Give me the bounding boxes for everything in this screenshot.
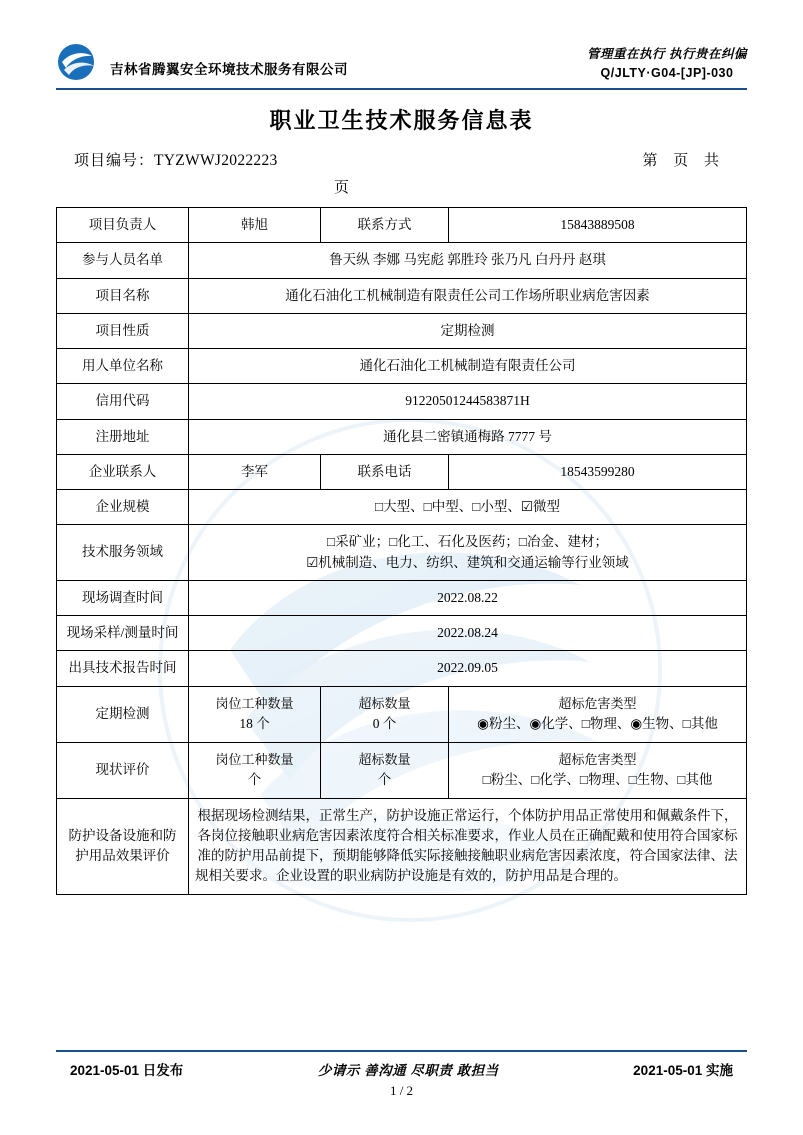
checkbox-empty-icon[interactable]: □ bbox=[423, 499, 432, 514]
checkbox-empty-icon[interactable]: □ bbox=[628, 772, 637, 788]
table-row bbox=[57, 525, 747, 581]
current-posts-value: 个 bbox=[247, 771, 262, 787]
project-name-value: 通化石油化工机械制造有限责任公司工作场所职业病危害因素 bbox=[189, 278, 747, 313]
current-hazard-option-label-4: 其他 bbox=[685, 772, 713, 788]
service-field-1-option-0[interactable] bbox=[327, 534, 389, 549]
manager-label: 项目负责人 bbox=[57, 208, 189, 243]
manager-value: 韩旭 bbox=[189, 208, 321, 243]
header-left bbox=[56, 42, 348, 82]
periodic-hazard-option-label-4: 其他 bbox=[690, 716, 718, 731]
current-exceed bbox=[321, 742, 449, 798]
service-field-1-option-label-0: 采矿业； bbox=[335, 534, 390, 550]
checkbox-empty-icon[interactable]: □ bbox=[682, 716, 691, 731]
scale-options: □大型、□中型、□小型、☑微型 bbox=[189, 490, 747, 525]
current-hazard-option-4[interactable] bbox=[677, 772, 712, 787]
document-header bbox=[56, 0, 747, 82]
header-divider bbox=[56, 88, 747, 90]
periodic-exceed-head: 超标数量 bbox=[358, 696, 411, 712]
sampling-date-value: 2022.08.24 bbox=[189, 616, 747, 651]
checkbox-checked-icon[interactable]: ☑ bbox=[520, 499, 534, 514]
page-marker-2: 页 bbox=[333, 180, 349, 196]
header-slogan: 管理重在执行 执行贵在纠偏 bbox=[587, 47, 747, 61]
footer-effective-date: 2021-05-01 实施 bbox=[633, 1063, 733, 1078]
page-marker: 第 页 共 bbox=[642, 153, 725, 169]
enterprise-contact-value: 李军 bbox=[189, 454, 321, 489]
current-hazard-option-label-1: 化学、 bbox=[539, 772, 580, 788]
service-field-1-option-label-2: 冶金、建材； bbox=[526, 534, 608, 550]
header-doc-code: Q/JLTY·G04-[JP]-030 bbox=[600, 66, 734, 80]
periodic-hazard-option-3[interactable] bbox=[630, 716, 682, 731]
ppe-value: 根据现场检测结果，正常生产，防护设施正常运行，个体防护用品正常使用和佩戴条件下，各岗位接触职业病危害因素浓度符合相关标准要求，作业人员在正确配戴和使用符合国家标准的防护用品前提下，预期能够降低实际接触接触职业病危害因素浓度，符合国家法律、法规相关要求。企业设置的职业病防护设施是有效的，防护用品是合理的。 bbox=[189, 798, 747, 894]
table-row bbox=[57, 454, 747, 489]
checkbox-empty-icon[interactable]: □ bbox=[518, 534, 527, 550]
scale-option-label-0: 大型 bbox=[383, 499, 411, 514]
service-field-2-option-0[interactable] bbox=[306, 555, 629, 570]
project-no-value: TYZWWJ2022223 bbox=[154, 152, 278, 169]
service-field-2-option-label-0: 机械制造、电力、纺织、建筑和交通运输等行业领域 bbox=[318, 554, 629, 570]
page-title: 职业卫生技术服务信息表 bbox=[269, 108, 534, 133]
periodic-hazard-option-label-1: 化学、 bbox=[541, 716, 582, 731]
enterprise-phone-value: 18543599280 bbox=[449, 454, 747, 489]
radio-checked-icon[interactable]: ◉ bbox=[477, 716, 489, 731]
radio-checked-icon[interactable]: ◉ bbox=[630, 716, 643, 731]
checkbox-empty-icon[interactable]: □ bbox=[472, 499, 481, 514]
table-row bbox=[57, 580, 747, 615]
table-row bbox=[57, 651, 747, 686]
periodic-hazard bbox=[449, 686, 747, 742]
radio-checked-icon[interactable]: ◉ bbox=[529, 716, 542, 731]
table-row bbox=[57, 243, 747, 278]
footer-issue-date: 2021-05-01 日发布 bbox=[70, 1063, 184, 1078]
current-hazard bbox=[449, 742, 747, 798]
scale-option-label-1: 中型 bbox=[431, 499, 459, 514]
table-row bbox=[57, 686, 747, 742]
table-row bbox=[57, 208, 747, 243]
table-row bbox=[57, 616, 747, 651]
periodic-hazard-option-4[interactable] bbox=[683, 716, 718, 731]
service-field-options bbox=[189, 525, 747, 581]
periodic-exceed bbox=[321, 686, 449, 742]
checkbox-empty-icon[interactable]: □ bbox=[482, 772, 491, 788]
ppe-label: 防护设备设施和防护用品效果评价 bbox=[57, 798, 189, 894]
checkbox-empty-icon[interactable]: □ bbox=[531, 772, 540, 788]
project-type-value: 定期检测 bbox=[189, 313, 747, 348]
table-row bbox=[57, 349, 747, 384]
employer-value: 通化石油化工机械制造有限责任公司 bbox=[189, 349, 747, 384]
periodic-hazard-option-2[interactable] bbox=[582, 716, 631, 731]
checkbox-empty-icon[interactable]: □ bbox=[581, 716, 590, 731]
credit-code-value: 91220501244583871H bbox=[189, 384, 747, 419]
periodic-posts-head: 岗位工种数量 bbox=[215, 696, 294, 712]
report-date-value: 2022.09.05 bbox=[189, 651, 747, 686]
table-row bbox=[57, 313, 747, 348]
periodic-hazard-option-1[interactable] bbox=[529, 716, 581, 731]
table-row bbox=[57, 384, 747, 419]
current-exceed-value: 个 bbox=[377, 771, 392, 787]
survey-date-value: 2022.08.22 bbox=[189, 580, 747, 615]
current-hazard-option-1[interactable] bbox=[531, 772, 580, 787]
header-right bbox=[587, 42, 747, 80]
checkbox-empty-icon[interactable]: □ bbox=[579, 772, 589, 788]
survey-date-label: 现场调查时间 bbox=[57, 580, 189, 615]
current-hazard-option-label-0: 粉尘、 bbox=[490, 772, 532, 788]
employer-label: 用人单位名称 bbox=[57, 349, 189, 384]
project-type-label: 项目性质 bbox=[57, 313, 189, 348]
scale-option-2[interactable] bbox=[472, 499, 507, 514]
current-exceed-head: 超标数量 bbox=[358, 752, 411, 768]
scale-option-3[interactable] bbox=[521, 499, 560, 514]
service-field-1-option-label-1: 化工、石化及医药； bbox=[397, 534, 519, 550]
scale-option-label-3: 微型 bbox=[533, 499, 561, 514]
checkbox-checked-icon[interactable]: ☑ bbox=[306, 554, 319, 570]
table-row bbox=[57, 798, 747, 894]
scale-option-1[interactable] bbox=[424, 499, 459, 514]
footer-page-number: 1 / 2 bbox=[389, 1083, 414, 1098]
service-field-label: 技术服务领域 bbox=[57, 525, 189, 581]
checkbox-empty-icon[interactable]: □ bbox=[327, 534, 336, 550]
participants-label: 参与人员名单 bbox=[57, 243, 189, 278]
current-hazard-option-label-2: 物理、 bbox=[588, 772, 629, 788]
periodic-posts bbox=[189, 686, 321, 742]
service-field-1-option-2[interactable] bbox=[519, 534, 608, 549]
periodic-hazard-option-0[interactable] bbox=[477, 716, 529, 731]
project-no-label: 项目编号： bbox=[74, 153, 155, 169]
report-date-label: 出具技术报告时间 bbox=[57, 651, 189, 686]
checkbox-empty-icon[interactable]: □ bbox=[374, 499, 384, 514]
scale-option-label-2: 小型 bbox=[480, 499, 508, 514]
periodic-hazard-option-label-3: 生物、 bbox=[642, 716, 683, 731]
footer-slogan: 少请示 善沟通 尽职责 敢担当 bbox=[317, 1063, 499, 1078]
info-table bbox=[56, 207, 747, 895]
current-hazard-option-0[interactable] bbox=[483, 772, 532, 787]
credit-code-label: 信用代码 bbox=[57, 384, 189, 419]
project-no-line bbox=[56, 149, 747, 170]
periodic-hazard-option-label-2: 物理、 bbox=[589, 716, 631, 731]
sampling-date-label: 现场采样/测量时间 bbox=[57, 616, 189, 651]
periodic-posts-value: 18 个 bbox=[239, 715, 270, 731]
periodic-label: 定期检测 bbox=[57, 686, 189, 742]
periodic-hazard-option-label-0: 粉尘、 bbox=[488, 716, 530, 731]
wave-logo-icon bbox=[56, 42, 100, 82]
table-row bbox=[57, 419, 747, 454]
address-label: 注册地址 bbox=[57, 419, 189, 454]
current-posts bbox=[189, 742, 321, 798]
table-row bbox=[57, 278, 747, 313]
scale-label: 企业规模 bbox=[57, 490, 189, 525]
participants-value: 鲁天纵 李娜 马宪彪 郭胜玲 张乃凡 白丹丹 赵琪 bbox=[189, 243, 747, 278]
document-footer bbox=[56, 1050, 747, 1099]
checkbox-empty-icon[interactable]: □ bbox=[389, 534, 398, 550]
current-hazard-option-2[interactable] bbox=[580, 772, 629, 787]
hazard-type-head-2: 超标危害类型 bbox=[558, 751, 637, 767]
scale-option-0[interactable] bbox=[375, 499, 410, 514]
enterprise-contact-label: 企业联系人 bbox=[57, 454, 189, 489]
project-name-label: 项目名称 bbox=[57, 278, 189, 313]
current-hazard-option-3[interactable] bbox=[629, 772, 678, 787]
contact-label: 联系方式 bbox=[321, 208, 449, 243]
service-field-1-option-1[interactable] bbox=[389, 534, 519, 549]
table-row bbox=[57, 742, 747, 798]
current-posts-head: 岗位工种数量 bbox=[215, 752, 294, 768]
contact-value: 15843889508 bbox=[449, 208, 747, 243]
hazard-type-head: 超标危害类型 bbox=[558, 695, 637, 711]
enterprise-phone-label: 联系电话 bbox=[321, 454, 449, 489]
current-label: 现状评价 bbox=[57, 742, 189, 798]
address-value: 通化县二密镇通梅路 7777 号 bbox=[189, 419, 747, 454]
checkbox-empty-icon[interactable]: □ bbox=[677, 772, 686, 788]
company-name: 吉林省腾翼安全环境技术服务有限公司 bbox=[110, 62, 348, 77]
table-row bbox=[57, 490, 747, 525]
current-hazard-option-label-3: 生物、 bbox=[636, 772, 678, 788]
periodic-exceed-value: 0 个 bbox=[372, 715, 397, 731]
